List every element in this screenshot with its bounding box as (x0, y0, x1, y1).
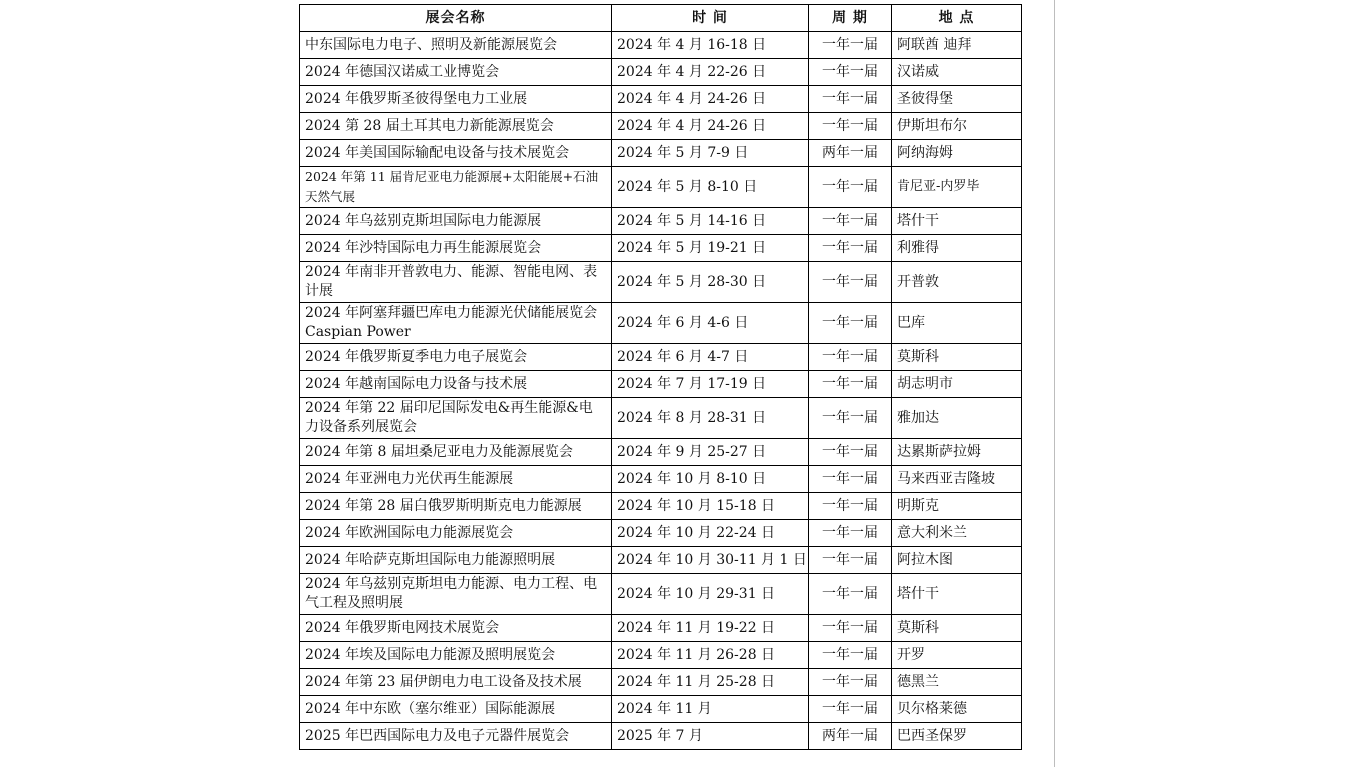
table-row (300, 642, 1022, 669)
exhibition-name: 2024 第 28 届土耳其电力新能源展览会 (300, 113, 612, 140)
exhibition-cycle: 一年一届 (809, 520, 892, 547)
exhibition-place: 意大利米兰 (892, 520, 1022, 547)
exhibition-time: 2024 年 4 月 24-26 日 (612, 113, 809, 140)
exhibition-time: 2024 年 5 月 7-9 日 (612, 140, 809, 167)
exhibition-name: 2024 年第 28 届白俄罗斯明斯克电力能源展 (300, 493, 612, 520)
exhibition-time: 2024 年 8 月 28-31 日 (612, 398, 809, 439)
table-row (300, 303, 1022, 344)
exhibition-time: 2024 年 5 月 8-10 日 (612, 167, 809, 208)
table-row (300, 59, 1022, 86)
table-row (300, 547, 1022, 574)
exhibition-time: 2024 年 10 月 8-10 日 (612, 466, 809, 493)
table-row (300, 344, 1022, 371)
exhibition-place: 塔什干 (892, 208, 1022, 235)
exhibition-time: 2024 年 9 月 25-27 日 (612, 439, 809, 466)
exhibition-time: 2024 年 5 月 19-21 日 (612, 235, 809, 262)
table-row (300, 669, 1022, 696)
exhibition-time: 2025 年 7 月 (612, 723, 809, 750)
exhibition-place: 胡志明市 (892, 371, 1022, 398)
table-row (300, 235, 1022, 262)
exhibition-place: 德黑兰 (892, 669, 1022, 696)
exhibition-cycle: 一年一届 (809, 113, 892, 140)
exhibition-time: 2024 年 10 月 22-24 日 (612, 520, 809, 547)
exhibition-place: 马来西亚吉隆坡 (892, 466, 1022, 493)
exhibition-name: 2024 年乌兹别克斯坦电力能源、电力工程、电气工程及照明展 (300, 574, 612, 615)
exhibition-name: 2024 年欧洲国际电力能源展览会 (300, 520, 612, 547)
exhibition-name: 2024 年俄罗斯圣彼得堡电力工业展 (300, 86, 612, 113)
exhibition-cycle: 一年一届 (809, 642, 892, 669)
exhibition-cycle: 一年一届 (809, 696, 892, 723)
exhibition-cycle: 两年一届 (809, 140, 892, 167)
exhibition-cycle: 一年一届 (809, 59, 892, 86)
exhibition-name: 2024 年德国汉诺威工业博览会 (300, 59, 612, 86)
table-row (300, 140, 1022, 167)
table-row (300, 113, 1022, 140)
exhibition-cycle: 一年一届 (809, 493, 892, 520)
exhibition-place: 明斯克 (892, 493, 1022, 520)
table-row (300, 574, 1022, 615)
exhibition-time: 2024 年 5 月 28-30 日 (612, 262, 809, 303)
exhibition-cycle: 一年一届 (809, 208, 892, 235)
exhibition-name: 2024 年第 11 届肯尼亚电力能源展+太阳能展+石油天然气展 (300, 167, 612, 208)
exhibition-cycle: 一年一届 (809, 574, 892, 615)
exhibition-name: 2024 年乌兹别克斯坦国际电力能源展 (300, 208, 612, 235)
table-row (300, 439, 1022, 466)
header-time: 时 间 (612, 5, 809, 32)
exhibition-time: 2024 年 11 月 26-28 日 (612, 642, 809, 669)
exhibition-name: 2024 年第 23 届伊朗电力电工设备及技术展 (300, 669, 612, 696)
exhibition-cycle: 一年一届 (809, 167, 892, 208)
exhibition-name: 2024 年南非开普敦电力、能源、智能电网、表计展 (300, 262, 612, 303)
exhibition-time: 2024 年 11 月 (612, 696, 809, 723)
exhibition-time: 2024 年 4 月 24-26 日 (612, 86, 809, 113)
exhibition-place: 阿联酋 迪拜 (892, 32, 1022, 59)
exhibition-name: 2025 年巴西国际电力及电子元器件展览会 (300, 723, 612, 750)
exhibition-time: 2024 年 4 月 22-26 日 (612, 59, 809, 86)
exhibition-cycle: 一年一届 (809, 398, 892, 439)
exhibition-place: 达累斯萨拉姆 (892, 439, 1022, 466)
exhibition-place: 开罗 (892, 642, 1022, 669)
exhibition-time: 2024 年 10 月 30-11 月 1 日 (612, 547, 809, 574)
exhibition-cycle: 一年一届 (809, 32, 892, 59)
exhibition-cycle: 一年一届 (809, 439, 892, 466)
table-row (300, 167, 1022, 208)
exhibition-cycle: 一年一届 (809, 344, 892, 371)
table-row (300, 262, 1022, 303)
exhibition-name: 2024 年中东欧（塞尔维亚）国际能源展 (300, 696, 612, 723)
table-row (300, 723, 1022, 750)
exhibition-place: 肯尼亚-内罗毕 (892, 167, 1022, 208)
exhibition-name: 2024 年埃及国际电力能源及照明展览会 (300, 642, 612, 669)
exhibition-time: 2024 年 7 月 17-19 日 (612, 371, 809, 398)
exhibition-name: 2024 年第 8 届坦桑尼亚电力及能源展览会 (300, 439, 612, 466)
table-row (300, 371, 1022, 398)
page-edge-divider (1054, 0, 1055, 767)
table-row (300, 615, 1022, 642)
exhibition-place: 利雅得 (892, 235, 1022, 262)
exhibition-time: 2024 年 11 月 19-22 日 (612, 615, 809, 642)
exhibition-cycle: 一年一届 (809, 466, 892, 493)
exhibition-name: 2024 年俄罗斯电网技术展览会 (300, 615, 612, 642)
exhibition-cycle: 一年一届 (809, 669, 892, 696)
exhibition-place: 伊斯坦布尔 (892, 113, 1022, 140)
exhibition-place: 阿纳海姆 (892, 140, 1022, 167)
exhibition-place: 雅加达 (892, 398, 1022, 439)
exhibition-cycle: 两年一届 (809, 723, 892, 750)
table-row (300, 466, 1022, 493)
exhibition-name: 2024 年阿塞拜疆巴库电力能源光伏储能展览会 Caspian Power (300, 303, 612, 344)
exhibition-cycle: 一年一届 (809, 547, 892, 574)
exhibition-place: 巴库 (892, 303, 1022, 344)
exhibition-time: 2024 年 6 月 4-7 日 (612, 344, 809, 371)
exhibition-time: 2024 年 11 月 25-28 日 (612, 669, 809, 696)
table-row (300, 32, 1022, 59)
exhibition-name: 中东国际电力电子、照明及新能源展览会 (300, 32, 612, 59)
exhibition-cycle: 一年一届 (809, 86, 892, 113)
exhibition-time: 2024 年 10 月 15-18 日 (612, 493, 809, 520)
exhibition-place: 阿拉木图 (892, 547, 1022, 574)
table-header-row (300, 5, 1022, 32)
exhibition-time: 2024 年 5 月 14-16 日 (612, 208, 809, 235)
exhibition-cycle: 一年一届 (809, 235, 892, 262)
exhibition-place: 汉诺威 (892, 59, 1022, 86)
table-row (300, 520, 1022, 547)
exhibition-name: 2024 年亚洲电力光伏再生能源展 (300, 466, 612, 493)
exhibition-time: 2024 年 4 月 16-18 日 (612, 32, 809, 59)
exhibition-name: 2024 年沙特国际电力再生能源展览会 (300, 235, 612, 262)
header-cycle: 周 期 (809, 5, 892, 32)
header-place: 地 点 (892, 5, 1022, 32)
exhibition-place: 圣彼得堡 (892, 86, 1022, 113)
exhibition-time: 2024 年 10 月 29-31 日 (612, 574, 809, 615)
header-name: 展会名称 (300, 5, 612, 32)
exhibition-cycle: 一年一届 (809, 303, 892, 344)
exhibition-place: 巴西圣保罗 (892, 723, 1022, 750)
exhibition-place: 莫斯科 (892, 615, 1022, 642)
table-row (300, 86, 1022, 113)
exhibition-cycle: 一年一届 (809, 262, 892, 303)
table-row (300, 208, 1022, 235)
exhibition-place: 莫斯科 (892, 344, 1022, 371)
exhibition-name: 2024 年美国国际输配电设备与技术展览会 (300, 140, 612, 167)
exhibition-cycle: 一年一届 (809, 371, 892, 398)
exhibition-place: 开普敦 (892, 262, 1022, 303)
exhibition-name: 2024 年越南国际电力设备与技术展 (300, 371, 612, 398)
table-row (300, 398, 1022, 439)
exhibition-name: 2024 年第 22 届印尼国际发电&再生能源&电力设备系列展览会 (300, 398, 612, 439)
exhibition-cycle: 一年一届 (809, 615, 892, 642)
table-row (300, 493, 1022, 520)
exhibition-place: 贝尔格莱德 (892, 696, 1022, 723)
exhibition-table (299, 4, 1022, 750)
exhibition-name: 2024 年哈萨克斯坦国际电力能源照明展 (300, 547, 612, 574)
exhibition-place: 塔什干 (892, 574, 1022, 615)
table-row (300, 696, 1022, 723)
exhibition-name: 2024 年俄罗斯夏季电力电子展览会 (300, 344, 612, 371)
exhibition-time: 2024 年 6 月 4-6 日 (612, 303, 809, 344)
